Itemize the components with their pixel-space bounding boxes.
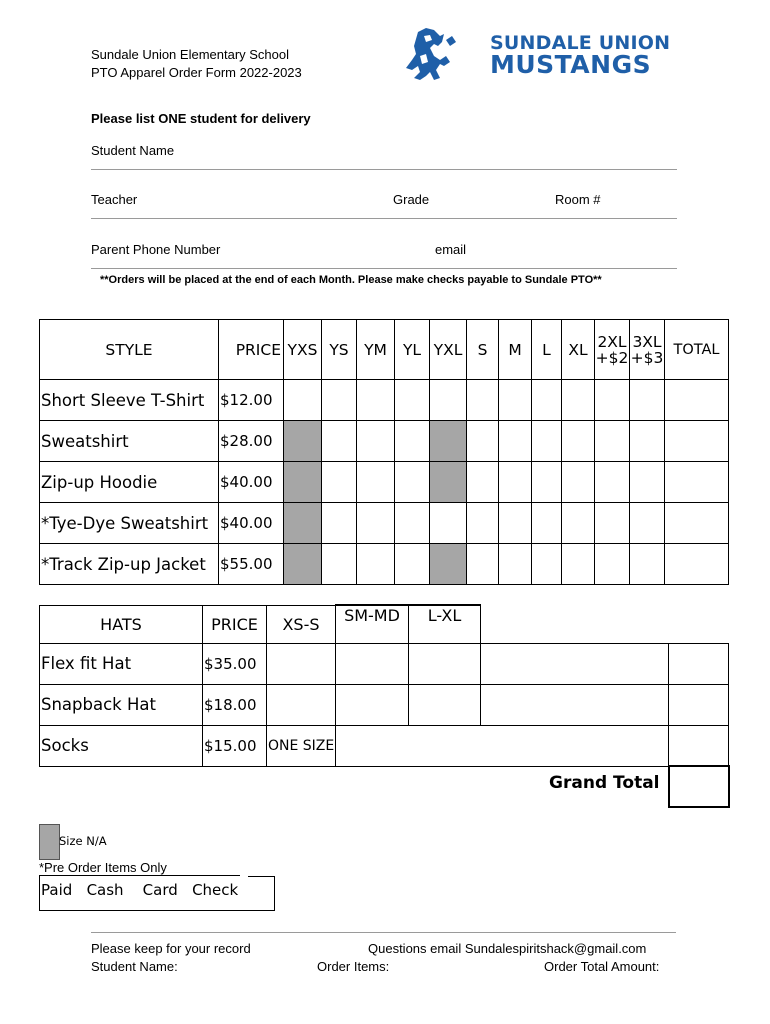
hats-header-blank-total [669,605,729,643]
hats-size-l-xl-header: L-XL [409,605,481,643]
size-header-3xl-surcharge: +$3 [630,348,664,367]
size-header-m: M [499,320,532,380]
table-row [40,462,729,503]
size-header-ys: YS [322,320,357,380]
email-label: email [435,242,467,257]
student-name-label: Student Name [91,143,175,158]
hats-header-blank [481,605,669,643]
hats-price-header: PRICE [203,605,267,643]
delivery-instruction: Please list ONE student for delivery [91,111,311,126]
table-row [40,725,729,766]
qty-cell[interactable] [284,380,322,421]
qty-cell[interactable] [499,544,532,585]
qty-cell[interactable] [595,421,630,462]
qty-cell[interactable] [430,380,467,421]
qty-cell[interactable] [630,380,665,421]
size-header-3xl [630,320,665,380]
payment-cash[interactable]: Cash [86,881,124,899]
payment-paid: Paid [41,881,73,899]
size-unavailable-cell [430,462,467,503]
hat-price-cell: $15.00 [203,725,267,766]
price-cell: $40.00 [219,462,284,503]
size-header-yxs: YXS [284,320,322,380]
qty-cell[interactable] [499,421,532,462]
footer-divider [91,932,676,933]
table-row [40,421,729,462]
footer-order-items: Order Items: [317,959,390,974]
logo-text-top: SUNDALE UNION [490,32,671,54]
hats-size-sm-md-header: SM-MD [336,605,409,643]
qty-cell[interactable] [395,380,430,421]
hat-price-cell: $35.00 [203,643,267,684]
qty-cell[interactable] [630,421,665,462]
qty-cell[interactable] [267,684,336,725]
qty-cell[interactable] [595,544,630,585]
hats-order-table [39,604,730,808]
size-header-xl: XL [562,320,595,380]
hat-item-cell: Socks [40,725,203,766]
table-row [40,643,729,684]
payment-check[interactable]: Check [192,881,239,899]
qty-cell[interactable] [467,380,499,421]
one-size-note: ONE SIZE [267,725,336,766]
qty-cell[interactable] [562,544,595,585]
qty-cell[interactable] [395,544,430,585]
qty-cell[interactable] [532,421,562,462]
teacher-grade-room-line[interactable] [91,218,677,219]
total-cell[interactable] [669,725,729,766]
qty-cell[interactable] [499,380,532,421]
total-cell[interactable] [665,544,729,585]
size-na-label: Size N/A [59,834,107,848]
price-cell: $12.00 [219,380,284,421]
qty-cell[interactable] [409,643,481,684]
qty-cell[interactable] [357,380,395,421]
total-cell[interactable] [665,503,729,544]
size-unavailable-cell [284,503,322,544]
price-cell: $28.00 [219,421,284,462]
school-name: Sundale Union Elementary School [91,47,290,62]
size-na-swatch [39,824,60,860]
qty-cell[interactable] [395,421,430,462]
size-header-2xl [595,320,630,380]
qty-cell[interactable] [499,462,532,503]
size-header-yxl: YXL [430,320,467,380]
qty-cell[interactable] [409,684,481,725]
size-unavailable-cell [430,421,467,462]
style-cell: Short Sleeve T-Shirt [40,380,219,421]
qty-cell[interactable] [357,544,395,585]
size-unavailable-cell [284,462,322,503]
form-title: PTO Apparel Order Form 2022-2023 [91,65,302,80]
payment-options [41,881,238,899]
qty-cell[interactable] [562,462,595,503]
table-row [40,544,729,585]
logo-text-bottom: MUSTANGS [490,50,652,79]
size-header-2xl-label: 2XL [597,332,627,351]
qty-cell[interactable] [322,380,357,421]
qty-cell[interactable] [267,643,336,684]
qty-cell[interactable] [322,421,357,462]
payment-card[interactable]: Card [142,881,178,899]
qty-cell[interactable] [322,462,357,503]
size-unavailable-cell [284,421,322,462]
style-cell: Zip-up Hoodie [40,462,219,503]
qty-cell[interactable] [467,462,499,503]
qty-cell[interactable] [322,544,357,585]
payment-box-top-right [248,876,274,877]
table-row [40,503,729,544]
hats-header: HATS [40,605,203,643]
hat-price-cell: $18.00 [203,684,267,725]
total-cell[interactable] [665,462,729,503]
price-cell: $55.00 [219,544,284,585]
qty-cell[interactable] [395,503,430,544]
style-cell: *Track Zip-up Jacket [40,544,219,585]
qty-cell[interactable] [336,643,409,684]
order-notice: **Orders will be placed at the end of each Month. Please make checks payable to Sundale PTO** [100,274,602,286]
hat-item-cell: Snapback Hat [40,684,203,725]
qty-cell[interactable] [467,503,499,544]
qty-cell[interactable] [630,462,665,503]
qty-cell[interactable] [630,544,665,585]
questions-email: Questions email Sundalespiritshack@gmail.com [368,941,647,956]
qty-cell[interactable] [467,544,499,585]
qty-cell[interactable] [481,684,669,725]
qty-cell[interactable] [481,643,669,684]
qty-cell[interactable] [562,421,595,462]
size-header-2xl-surcharge: +$2 [595,348,629,367]
size-header-l: L [532,320,562,380]
grand-total-cell[interactable] [669,766,729,807]
qty-cell[interactable] [357,462,395,503]
qty-cell[interactable] [595,380,630,421]
qty-cell[interactable] [336,684,409,725]
hats-header-row [40,605,729,643]
size-header-ym: YM [357,320,395,380]
grade-label: Grade [393,192,430,207]
total-cell[interactable] [665,380,729,421]
qty-cell[interactable] [595,503,630,544]
pre-order-note: *Pre Order Items Only [39,860,167,875]
student-name-line[interactable] [91,169,677,170]
qty-cell[interactable] [532,462,562,503]
teacher-label: Teacher [91,192,138,207]
footer-student-name: Student Name: [91,959,178,974]
qty-cell[interactable] [357,421,395,462]
total-header: TOTAL [665,320,729,380]
size-unavailable-cell [284,544,322,585]
qty-cell[interactable] [562,380,595,421]
grand-total-label: Grand Total [549,772,660,793]
keep-record-note: Please keep for your record [91,941,251,956]
total-cell[interactable] [665,421,729,462]
phone-email-line[interactable] [91,268,677,269]
size-header-s: S [467,320,499,380]
size-header-yl: YL [395,320,430,380]
footer-order-total: Order Total Amount: [544,959,660,974]
size-header-3xl-label: 3XL [632,332,662,351]
qty-cell[interactable] [532,380,562,421]
style-cell: *Tye-Dye Sweatshirt [40,503,219,544]
price-cell: $40.00 [219,503,284,544]
qty-cell[interactable] [532,544,562,585]
table-row [40,684,729,725]
room-label: Room # [555,192,601,207]
mustang-logo-icon [400,26,460,82]
hats-size-xs-s-header: XS-S [267,605,336,643]
qty-cell[interactable] [562,503,595,544]
apparel-order-table [39,319,729,585]
qty-cell[interactable] [395,462,430,503]
style-cell: Sweatshirt [40,421,219,462]
qty-cell[interactable] [336,725,669,766]
hat-item-cell: Flex fit Hat [40,643,203,684]
phone-label: Parent Phone Number [91,242,221,257]
qty-cell[interactable] [430,503,467,544]
qty-cell[interactable] [357,503,395,544]
apparel-header-row [40,320,729,380]
price-header: PRICE [219,320,284,380]
total-cell[interactable] [669,684,729,725]
size-unavailable-cell [430,544,467,585]
style-header: STYLE [40,320,219,380]
qty-cell[interactable] [322,503,357,544]
table-row [40,380,729,421]
qty-cell[interactable] [595,462,630,503]
qty-cell[interactable] [630,503,665,544]
grand-total-row [40,766,729,807]
total-cell[interactable] [669,643,729,684]
qty-cell[interactable] [467,421,499,462]
qty-cell[interactable] [499,503,532,544]
qty-cell[interactable] [532,503,562,544]
